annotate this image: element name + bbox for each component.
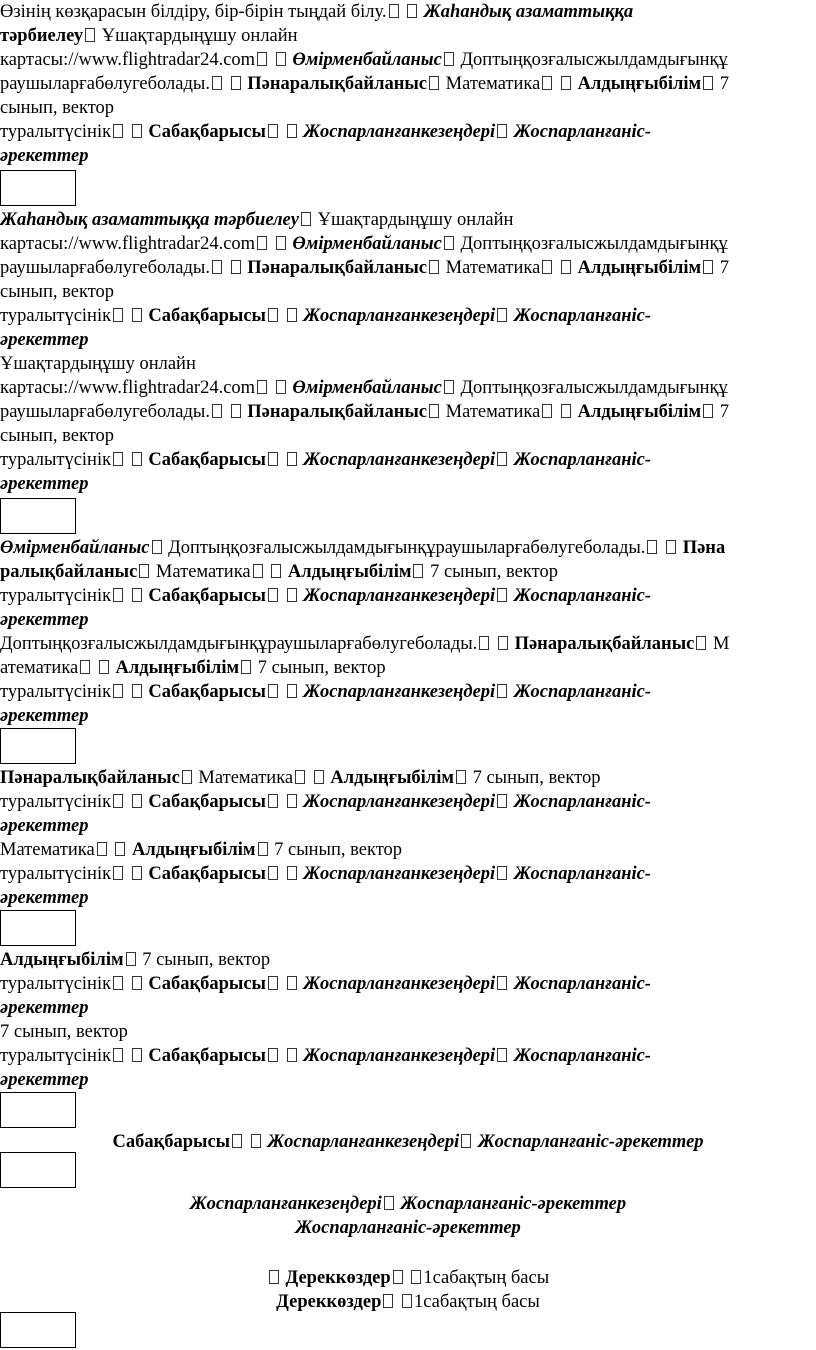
missing-glyph-icon (231, 76, 241, 90)
text-line (0, 536, 816, 560)
missing-glyph-icon (231, 404, 241, 418)
missing-glyph-icon (241, 660, 251, 674)
text-span: Жоспарланғанкезеңдері (303, 450, 496, 470)
text-span: әрекеттер (0, 146, 89, 166)
missing-glyph-icon (413, 564, 423, 578)
text-span: Сабақбарысы (148, 974, 267, 994)
text-span: әрекеттер (0, 330, 89, 350)
missing-glyph-icon (497, 866, 507, 880)
text-span: Сабақбарысы (148, 792, 267, 812)
text-line (0, 1290, 816, 1314)
text-span: туралытүсінік (0, 682, 112, 702)
text-line (0, 584, 816, 608)
missing-glyph-icon (411, 1270, 421, 1284)
missing-glyph-icon (132, 866, 142, 880)
text-line (0, 376, 816, 400)
text-span: Ұшақтардыңұшу онлайн (0, 354, 196, 374)
text-line (0, 1192, 816, 1216)
text-span: Алдыңғыбілім (577, 74, 702, 94)
text-line (0, 704, 816, 728)
text-line (0, 424, 816, 448)
missing-glyph-icon (268, 1048, 278, 1062)
missing-glyph-icon (268, 308, 278, 322)
missing-glyph-icon (132, 124, 142, 138)
text-span: Жоспарланғаніс- (513, 306, 651, 326)
missing-glyph-icon (647, 540, 657, 554)
text-line (0, 1266, 816, 1290)
text-span: Математика (445, 258, 541, 278)
text-span: әрекеттер (0, 998, 89, 1018)
text-span: ралықбайланыс (0, 562, 138, 582)
text-span: әрекеттер (0, 816, 89, 836)
missing-glyph-icon (666, 540, 676, 554)
missing-glyph-icon (113, 308, 123, 322)
text-line (0, 632, 816, 656)
text-line (0, 1068, 816, 1092)
missing-glyph-icon (85, 28, 95, 42)
text-line (0, 352, 816, 376)
missing-glyph-icon (268, 124, 278, 138)
text-span: раушыларғабөлугеболады. (0, 402, 210, 422)
text-line (0, 96, 816, 120)
text-line (0, 886, 816, 910)
missing-glyph-icon (429, 76, 439, 90)
missing-glyph-icon (152, 540, 162, 554)
text-span: Өмірменбайланыс (0, 538, 150, 558)
text-span: туралытүсінік (0, 1046, 112, 1066)
text-line (0, 1216, 816, 1240)
text-line (0, 1044, 816, 1068)
missing-glyph-icon (182, 770, 192, 784)
text-span: 7 (719, 402, 730, 422)
text-line (0, 448, 816, 472)
missing-glyph-icon (287, 452, 297, 466)
text-span: 7 (719, 74, 730, 94)
missing-glyph-icon (497, 1048, 507, 1062)
text-span: Алдыңғыбілім (287, 562, 412, 582)
missing-glyph-icon (542, 260, 552, 274)
missing-glyph-icon (497, 452, 507, 466)
text-span: 7 сынып, вектор (430, 562, 558, 582)
text-span: Сабақбарысы (148, 306, 267, 326)
missing-glyph-icon (479, 636, 489, 650)
text-span: Жоспарланғанкезеңдері (303, 122, 496, 142)
text-span: Сабақбарысы (148, 1046, 267, 1066)
missing-glyph-icon (139, 564, 149, 578)
missing-glyph-icon (703, 260, 713, 274)
missing-glyph-icon (268, 452, 278, 466)
missing-glyph-icon (113, 452, 123, 466)
text-span: Алдыңғыбілім (115, 658, 240, 678)
text-span: Жоспарланғаніс- (513, 682, 651, 702)
text-span: Пәнаралықбайланыс (247, 74, 428, 94)
missing-glyph-icon (132, 794, 142, 808)
text-span: Жоспарланғанкезеңдері (303, 864, 496, 884)
missing-glyph-icon (251, 1134, 261, 1148)
text-line (0, 48, 816, 72)
text-line (0, 280, 816, 304)
missing-glyph-icon (314, 770, 324, 784)
missing-glyph-icon (287, 684, 297, 698)
text-span: 7 (719, 258, 730, 278)
text-span: 1сабақтың басы (414, 1292, 540, 1312)
text-span: Жоспарланғанкезеңдері (303, 1046, 496, 1066)
text-span: туралытүсінік (0, 792, 112, 812)
missing-glyph-icon (212, 76, 222, 90)
text-line (0, 972, 816, 996)
text-span: Математика (445, 402, 541, 422)
missing-glyph-icon (276, 52, 286, 66)
missing-glyph-icon (384, 1196, 394, 1210)
missing-glyph-icon (497, 588, 507, 602)
empty-box (0, 170, 76, 206)
text-span: Сабақбарысы (148, 864, 267, 884)
text-span: әрекеттер (0, 888, 89, 908)
text-line (0, 862, 816, 886)
text-line (0, 256, 816, 280)
text-line (0, 1020, 816, 1044)
missing-glyph-icon (287, 794, 297, 808)
missing-glyph-icon (295, 770, 305, 784)
missing-glyph-icon (301, 212, 311, 226)
missing-glyph-icon (497, 794, 507, 808)
text-span: Дереккөздер (285, 1268, 391, 1288)
missing-glyph-icon (456, 770, 466, 784)
text-span: Жоспарланғанкезеңдері (189, 1194, 382, 1214)
text-line (0, 608, 816, 632)
text-line (0, 996, 816, 1020)
text-span: Доптыңқозғалысжылдамдығынқұ (460, 234, 728, 254)
empty-box (0, 1312, 76, 1348)
text-span: картасы://www.flightradar24.com (0, 234, 256, 254)
text-span: туралытүсінік (0, 122, 112, 142)
text-span: 7 сынып, вектор (142, 950, 271, 970)
missing-glyph-icon (212, 260, 222, 274)
text-span: Жоспарланғаніс-әрекеттер (477, 1132, 704, 1152)
text-span: Жоспарланғаніс- (513, 586, 651, 606)
missing-glyph-icon (389, 4, 399, 18)
missing-glyph-icon (268, 976, 278, 990)
text-span: Доптыңқозғалысжылдамдығынқұ (460, 50, 728, 70)
text-span: Ұшақтардыңұшу онлайн (101, 26, 298, 46)
missing-glyph-icon (257, 380, 267, 394)
missing-glyph-icon (113, 588, 123, 602)
missing-glyph-icon (276, 236, 286, 250)
missing-glyph-icon (287, 124, 297, 138)
text-line (0, 144, 816, 168)
text-span: 7 сынып, вектор (0, 1022, 128, 1042)
text-line (0, 208, 816, 232)
missing-glyph-icon (444, 52, 454, 66)
missing-glyph-icon (268, 866, 278, 880)
missing-glyph-icon (444, 380, 454, 394)
text-span: Алдыңғыбілім (131, 840, 256, 860)
missing-glyph-icon (132, 452, 142, 466)
missing-glyph-icon (268, 794, 278, 808)
text-span: Жоспарланғаніс- (513, 974, 651, 994)
text-span: картасы://www.flightradar24.com (0, 378, 256, 398)
missing-glyph-icon (287, 1048, 297, 1062)
missing-glyph-icon (497, 124, 507, 138)
text-span: туралытүсінік (0, 306, 112, 326)
text-span: Жаһандық азаматтыққа (423, 2, 634, 22)
text-span: Доптыңқозғалысжылдамдығынқұраушыларғабөлугеболады. (168, 538, 646, 558)
text-span: Сабақбарысы (148, 586, 267, 606)
text-line (0, 766, 816, 790)
missing-glyph-icon (461, 1134, 471, 1148)
text-span: Жоспарланғаніс- (513, 864, 651, 884)
missing-glyph-icon (444, 236, 454, 250)
text-span: Жоспарланғанкезеңдері (267, 1132, 460, 1152)
text-span: Сабақбарысы (148, 450, 267, 470)
text-span: Жоспарланғанкезеңдері (303, 792, 496, 812)
text-span: әрекеттер (0, 610, 89, 630)
text-span: Өмірменбайланыс (292, 234, 442, 254)
text-line (0, 680, 816, 704)
missing-glyph-icon (703, 76, 713, 90)
missing-glyph-icon (561, 404, 571, 418)
text-span: раушыларғабөлугеболады. (0, 74, 210, 94)
missing-glyph-icon (497, 684, 507, 698)
text-span: Алдыңғыбілім (577, 258, 702, 278)
text-span: Доптыңқозғалысжылдамдығынқұраушыларғабөлугеболады. (0, 634, 478, 654)
missing-glyph-icon (231, 260, 241, 274)
text-span: Математика (445, 74, 541, 94)
text-span: Жоспарланғаніс-әрекеттер (400, 1194, 627, 1214)
text-span: Алдыңғыбілім (0, 950, 124, 970)
text-span: Жоспарланғаніс- (513, 1046, 651, 1066)
text-line (0, 72, 816, 96)
missing-glyph-icon (561, 76, 571, 90)
text-span: Жоспарланғанкезеңдері (303, 586, 496, 606)
missing-glyph-icon (542, 76, 552, 90)
missing-glyph-icon (542, 404, 552, 418)
missing-glyph-icon (99, 660, 109, 674)
text-span: Өзінің көзқарасын білдіру, бір-бірін тыңдай білу. (0, 2, 387, 22)
missing-glyph-icon (253, 564, 263, 578)
text-span: Сабақбарысы (112, 1132, 231, 1152)
text-span: туралытүсінік (0, 864, 112, 884)
missing-glyph-icon (113, 866, 123, 880)
text-span: Математика (198, 768, 294, 788)
missing-glyph-icon (257, 236, 267, 250)
empty-box (0, 1092, 76, 1128)
missing-glyph-icon (429, 404, 439, 418)
text-line (0, 814, 816, 838)
missing-glyph-icon (232, 1134, 242, 1148)
text-span: 1сабақтың басы (423, 1268, 550, 1288)
text-span: туралытүсінік (0, 450, 112, 470)
missing-glyph-icon (212, 404, 222, 418)
text-span: Жоспарланғаніс-әрекеттер (295, 1218, 521, 1238)
text-line (0, 838, 816, 862)
text-span: сынып, вектор (0, 282, 115, 302)
missing-glyph-icon (383, 1294, 393, 1308)
text-span: Жоспарланғанкезеңдері (303, 682, 496, 702)
missing-glyph-icon (271, 564, 281, 578)
text-line (0, 560, 816, 584)
missing-glyph-icon (80, 660, 90, 674)
missing-glyph-icon (696, 636, 706, 650)
text-span: Пәнаралықбайланыс (0, 768, 180, 788)
empty-box (0, 910, 76, 946)
missing-glyph-icon (268, 588, 278, 602)
text-line (0, 24, 816, 48)
text-span: Өмірменбайланыс (292, 378, 442, 398)
text-line (0, 304, 816, 328)
missing-glyph-icon (132, 684, 142, 698)
text-span: раушыларғабөлугеболады. (0, 258, 210, 278)
text-span: Математика (155, 562, 251, 582)
text-span: әрекеттер (0, 1070, 89, 1090)
missing-glyph-icon (113, 794, 123, 808)
text-span: сынып, вектор (0, 98, 115, 118)
text-span: тәрбиелеу (0, 26, 84, 46)
empty-box (0, 498, 76, 534)
text-span: Пәнаралықбайланыс (514, 634, 695, 654)
text-span: 7 сынып, вектор (274, 840, 403, 860)
missing-glyph-icon (703, 404, 713, 418)
missing-glyph-icon (113, 1048, 123, 1062)
missing-glyph-icon (393, 1270, 403, 1284)
missing-glyph-icon (257, 52, 267, 66)
text-span: Жоспарланғанкезеңдері (303, 974, 496, 994)
text-span: әрекеттер (0, 706, 89, 726)
text-line (0, 656, 816, 680)
missing-glyph-icon (132, 308, 142, 322)
text-span: Жоспарланғанкезеңдері (303, 306, 496, 326)
missing-glyph-icon (126, 952, 136, 966)
text-line (0, 400, 816, 424)
empty-box (0, 728, 76, 764)
text-span: М (712, 634, 730, 654)
missing-glyph-icon (429, 260, 439, 274)
missing-glyph-icon (287, 588, 297, 602)
missing-glyph-icon (269, 1270, 279, 1284)
text-line (0, 948, 816, 972)
missing-glyph-icon (287, 308, 297, 322)
missing-glyph-icon (287, 866, 297, 880)
text-span: Жоспарланғаніс- (513, 122, 651, 142)
text-line (0, 120, 816, 144)
text-span: Пәна (682, 538, 726, 558)
text-span: Сабақбарысы (148, 122, 267, 142)
text-span: сынып, вектор (0, 426, 115, 446)
text-span: Жаһандық азаматтыққа тәрбиелеу (0, 210, 299, 230)
missing-glyph-icon (132, 588, 142, 602)
text-line (0, 1130, 816, 1154)
missing-glyph-icon (132, 1048, 142, 1062)
missing-glyph-icon (407, 4, 417, 18)
missing-glyph-icon (497, 976, 507, 990)
missing-glyph-icon (132, 976, 142, 990)
missing-glyph-icon (258, 842, 268, 856)
missing-glyph-icon (115, 842, 125, 856)
text-span: Сабақбарысы (148, 682, 267, 702)
missing-glyph-icon (268, 684, 278, 698)
text-span: Ұшақтардыңұшу онлайн (317, 210, 514, 230)
text-span: Өмірменбайланыс (292, 50, 442, 70)
text-span: Алдыңғыбілім (330, 768, 454, 788)
text-line (0, 328, 816, 352)
missing-glyph-icon (276, 380, 286, 394)
text-span: әрекеттер (0, 474, 89, 494)
text-span: Жоспарланғаніс- (513, 450, 651, 470)
missing-glyph-icon (402, 1294, 412, 1308)
text-span: Жоспарланғаніс- (513, 792, 651, 812)
text-line (0, 232, 816, 256)
missing-glyph-icon (113, 684, 123, 698)
missing-glyph-icon (97, 842, 107, 856)
empty-box (0, 1152, 76, 1188)
missing-glyph-icon (561, 260, 571, 274)
text-span: Пәнаралықбайланыс (247, 402, 428, 422)
text-span: 7 сынып, вектор (472, 768, 601, 788)
text-line (0, 790, 816, 814)
text-span: Пәнаралықбайланыс (247, 258, 428, 278)
text-span: Дереккөздер (276, 1292, 382, 1312)
text-span: туралытүсінік (0, 974, 112, 994)
text-span: 7 сынып, вектор (257, 658, 386, 678)
text-line (0, 472, 816, 496)
text-span: Математика (0, 840, 95, 860)
text-line (0, 0, 816, 24)
missing-glyph-icon (497, 308, 507, 322)
missing-glyph-icon (287, 976, 297, 990)
missing-glyph-icon (498, 636, 508, 650)
text-span: Алдыңғыбілім (577, 402, 702, 422)
missing-glyph-icon (113, 976, 123, 990)
text-span: картасы://www.flightradar24.com (0, 50, 256, 70)
text-span: Доптыңқозғалысжылдамдығынқұ (460, 378, 728, 398)
text-span: атематика (0, 658, 79, 678)
text-span: туралытүсінік (0, 586, 112, 606)
missing-glyph-icon (113, 124, 123, 138)
